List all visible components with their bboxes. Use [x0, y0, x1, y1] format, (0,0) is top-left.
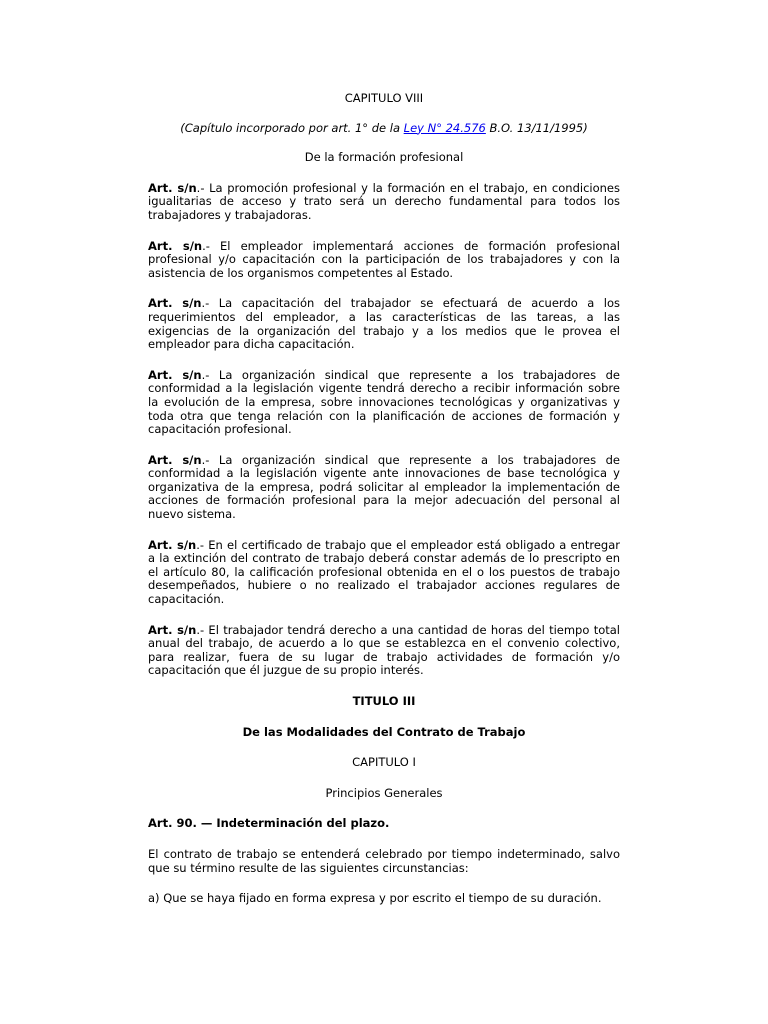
- article-label: Art. s/n: [148, 296, 202, 311]
- article-text: .- La capacitación del trabajador se efectuará de acuerdo a los requerimientos del empleador, a las características de las tareas, a las exigencias de la organización del trabajo y a los medios que le provea el empleador para dicha capacitación.: [148, 296, 620, 352]
- article-text: .- La organización sindical que represente a los trabajadores de conformidad a la legislación vigente ante innovaciones de base tecnológica y organizativa de la empresa, podrá solicitar al empleador la implementación de acciones de formación profesional para la mejor adecuación del personal al nuevo sistema.: [148, 452, 620, 522]
- article-text: .- El empleador implementará acciones de formación profesional profesional y/o capacitación con la participación de los trabajadores y con la asistencia de los organismos competentes al Estado.: [148, 238, 620, 280]
- article-paragraph: [148, 240, 620, 281]
- article-text: .- En el certificado de trabajo que el empleador está obligado a entregar a la extinción del contrato de trabajo deberá constar además de lo prescripto en el artículo 80, la calificación profesional obtenida en el o los puestos de trabajo desempeñados, hubiere o no realizado el trabajador acciones regulares de capacitación.: [148, 537, 620, 607]
- article-paragraph: [148, 624, 620, 678]
- title-subheading: De las Modalidades del Contrato de Trabajo: [242, 724, 526, 739]
- article-label: Art. s/n: [148, 622, 197, 637]
- article-label: Art. s/n: [148, 452, 202, 467]
- article-label: Art. s/n: [148, 238, 203, 253]
- chapter-one-subtitle: Principios Generales: [325, 785, 443, 800]
- article-90-item-a: a) Que se haya fijado en forma expresa y por escrito el tiempo de su duración.: [148, 891, 602, 906]
- chapter-heading: CAPITULO VIII: [344, 91, 424, 105]
- title-heading: TITULO III: [352, 694, 416, 708]
- chapter-one-heading: CAPITULO I: [352, 755, 416, 770]
- law-24576-link[interactable]: Ley N° 24.576: [403, 120, 486, 135]
- article-paragraph: [148, 454, 620, 522]
- article-label: Art. s/n: [148, 537, 197, 552]
- article-label: Art. s/n: [148, 180, 197, 195]
- article-paragraph: [148, 182, 620, 223]
- article-text: .- La organización sindical que represente a los trabajadores de conformidad a la legislación vigente tendrá derecho a recibir información sobre la evolución de la empresa, sobre innovaciones tecnológicas y organizativas y toda otra que tenga relación con la planificación de acciones de formación y capacitación profesional.: [148, 367, 620, 437]
- article-paragraph: [148, 297, 620, 351]
- article-text: .- El trabajador tendrá derecho a una cantidad de horas del tiempo total anual del trabajo, de acuerdo a lo que se establezca en el convenio colectivo, para realizar, fuera de su lugar de trabajo actividades de formación y/o capacitación que él juzgue de su propio interés.: [148, 622, 620, 678]
- article-90-body: El contrato de trabajo se entenderá celebrado por tiempo indeterminado, salvo que su término resulte de las siguientes circunstancias:: [148, 846, 620, 875]
- chapter-subtitle: De la formación profesional: [304, 150, 464, 165]
- article-paragraph: [148, 539, 620, 607]
- note-suffix: B.O. 13/11/1995): [485, 120, 588, 135]
- chapter-incorporation-note: [148, 122, 620, 136]
- article-label: Art. s/n: [148, 367, 202, 382]
- article-text: .- La promoción profesional y la formación en el trabajo, en condiciones igualitarias de acceso y trato será un derecho fundamental para todos los trabajadores y trabajadoras.: [148, 180, 620, 222]
- article-paragraph: [148, 369, 620, 437]
- note-prefix: (Capítulo incorporado por art. 1° de la: [180, 120, 404, 135]
- article-90-heading: Art. 90. — Indeterminación del plazo.: [148, 816, 390, 831]
